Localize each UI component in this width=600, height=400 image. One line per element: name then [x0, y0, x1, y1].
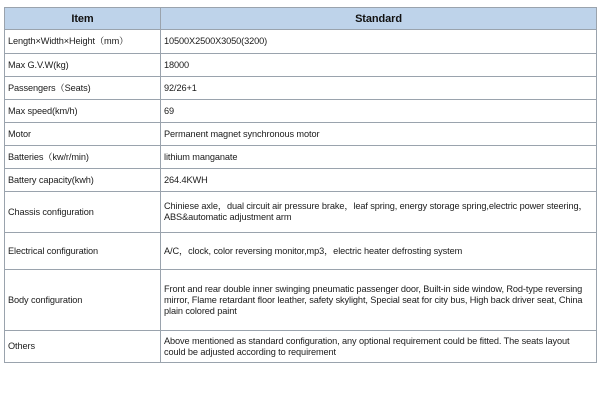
table-row [5, 123, 597, 146]
spec-table [4, 7, 597, 363]
table-row [5, 54, 597, 77]
row-item-others: Others [5, 331, 161, 363]
row-value-others: Above mentioned as standard configuration, any optional requirement could be fitted. The seats layout could be adjusted according to requirement [161, 331, 597, 363]
row-value-dimensions: 10500X2500X3050(3200) [161, 30, 597, 54]
row-item-motor: Motor [5, 123, 161, 146]
table-row [5, 77, 597, 100]
table-row [5, 100, 597, 123]
row-item-passengers: Passengers（Seats) [5, 77, 161, 100]
table-row [5, 270, 597, 331]
table-row [5, 192, 597, 233]
row-item-max-speed: Max speed(km/h) [5, 100, 161, 123]
row-value-body: Front and rear double inner swinging pneumatic passenger door, Built-in side window, Rod-type reversing mirror, Flame retardant floor leather, safety skylight, Special seat for city bus, High back driver seat, China plain colored paint [161, 270, 597, 331]
table-row [5, 169, 597, 192]
row-value-chassis: Chiniese axle，dual circuit air pressure brake，leaf spring, energy storage spring,electric power steering，ABS&automatic adjustment arm [161, 192, 597, 233]
table-row [5, 233, 597, 270]
row-value-max-speed: 69 [161, 100, 597, 123]
row-item-electrical: Electrical configuration [5, 233, 161, 270]
table-row [5, 30, 597, 54]
row-item-body: Body configuration [5, 270, 161, 331]
row-value-batteries: lithium manganate [161, 146, 597, 169]
row-item-chassis: Chassis configuration [5, 192, 161, 233]
row-value-gvw: 18000 [161, 54, 597, 77]
row-item-battery-capacity: Battery capacity(kwh) [5, 169, 161, 192]
row-value-passengers: 92/26+1 [161, 77, 597, 100]
header-item: Item [5, 8, 161, 30]
row-item-batteries: Batteries（kw/r/min) [5, 146, 161, 169]
header-standard: Standard [161, 8, 597, 30]
row-value-electrical: A/C，clock, color reversing monitor,mp3，electric heater defrosting system [161, 233, 597, 270]
row-item-gvw: Max G.V.W(kg) [5, 54, 161, 77]
row-item-dimensions: Length×Width×Height（mm） [5, 30, 161, 54]
row-value-battery-capacity: 264.4KWH [161, 169, 597, 192]
table-row [5, 146, 597, 169]
table-row [5, 331, 597, 363]
header-row [5, 8, 597, 30]
row-value-motor: Permanent magnet synchronous motor [161, 123, 597, 146]
